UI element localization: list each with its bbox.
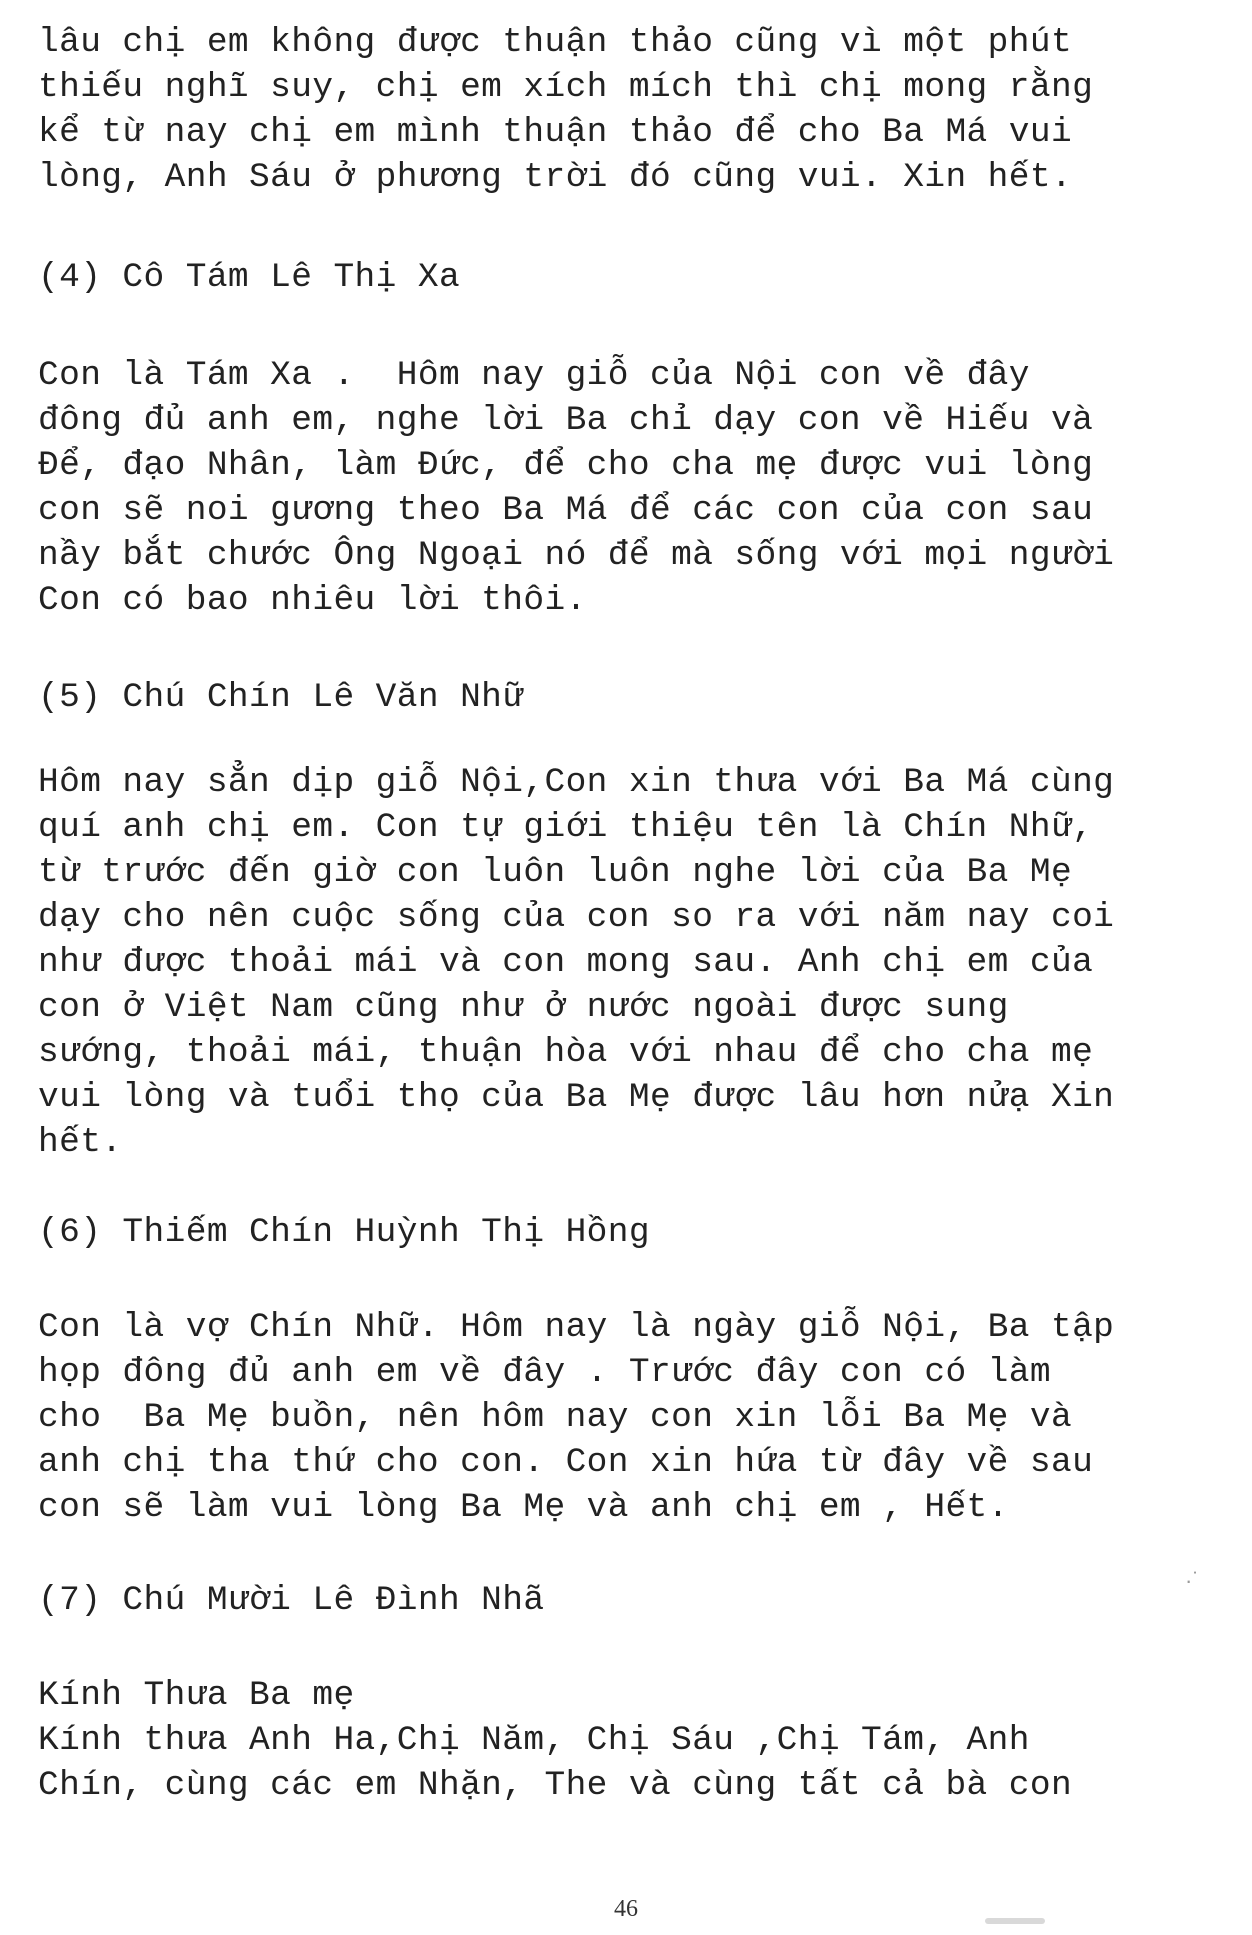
text-line: cho Ba Mẹ buồn, nên hôm nay con xin lỗi Ba Mẹ và [38,1398,1073,1437]
section-heading: (5) Chú Chín Lê Văn Nhữ [38,678,524,717]
text-line: hết. [38,1123,123,1162]
text-line: họp đông đủ anh em về đây . Trước đây con có làm [38,1353,1051,1392]
text-line: Con là Tám Xa . Hôm nay giỗ của Nội con về đây [38,356,1030,395]
text-line: Con là vợ Chín Nhữ. Hôm nay là ngày giỗ Nội, Ba tập [38,1308,1115,1347]
text-line: Con có bao nhiêu lời thôi. [38,581,587,620]
text-line: lòng, Anh Sáu ở phương trời đó cũng vui. Xin hết. [38,158,1073,197]
text-line: vui lòng và tuổi thọ của Ba Mẹ được lâu hơn nửạ Xin [38,1078,1115,1117]
text-line: thiếu nghĩ suy, chị em xích mích thì chị mong rằng [38,68,1094,107]
text-line: con sẽ làm vui lòng Ba Mẹ và anh chị em , Hết. [38,1488,1009,1527]
text-line: quí anh chị em. Con tự giới thiệu tên là Chín Nhữ, [38,808,1094,847]
text-line: con ở Việt Nam cũng như ở nước ngoài được sung [38,988,1009,1027]
scan-speck: ·˙ [1185,1568,1200,1593]
text-line: Chín, cùng các em Nhặn, The và cùng tất cả bà con [38,1766,1073,1805]
section-heading: (4) Cô Tám Lê Thị Xa [38,258,461,297]
text-line: Để, đạo Nhân, làm Đức, để cho cha mẹ được vui lòng [38,446,1094,485]
text-line: lâu chị em không được thuận thảo cũng vì một phút [38,23,1073,62]
text-line: anh chị tha thứ cho con. Con xin hứa từ đây về sau [38,1443,1094,1482]
text-line: con sẽ noi gương theo Ba Má để các con của con sau [38,491,1094,530]
page-number: 46 [614,1896,638,1922]
text-line: dạy cho nên cuộc sống của con so ra với năm nay coi [38,898,1115,937]
text-line: từ trước đến giờ con luôn luôn nghe lời của Ba Mẹ [38,853,1073,892]
text-line: kể từ nay chị em mình thuận thảo để cho Ba Má vui [38,113,1073,152]
text-line: đông đủ anh em, nghe lời Ba chỉ dạy con về Hiếu và [38,401,1094,440]
text-line: Kính Thưa Ba mẹ [38,1676,355,1715]
text-line: Kính thưa Anh Ha,Chị Năm, Chị Sáu ,Chị Tám, Anh [38,1721,1030,1760]
text-line: sướng, thoải mái, thuận hòa với nhau để cho cha mẹ [38,1033,1094,1072]
text-line: như được thoải mái và con mong sau. Anh chị em của [38,943,1094,982]
text-line: nầy bắt chước Ông Ngoại nó để mà sống với mọi người [38,536,1115,575]
text-line: Hôm nay sẳn dịp giỗ Nội,Con xin thưa với Ba Má cùng [38,763,1115,802]
section-heading: (7) Chú Mười Lê Đình Nhã [38,1581,545,1620]
section-heading: (6) Thiếm Chín Huỳnh Thị Hồng [38,1213,650,1252]
